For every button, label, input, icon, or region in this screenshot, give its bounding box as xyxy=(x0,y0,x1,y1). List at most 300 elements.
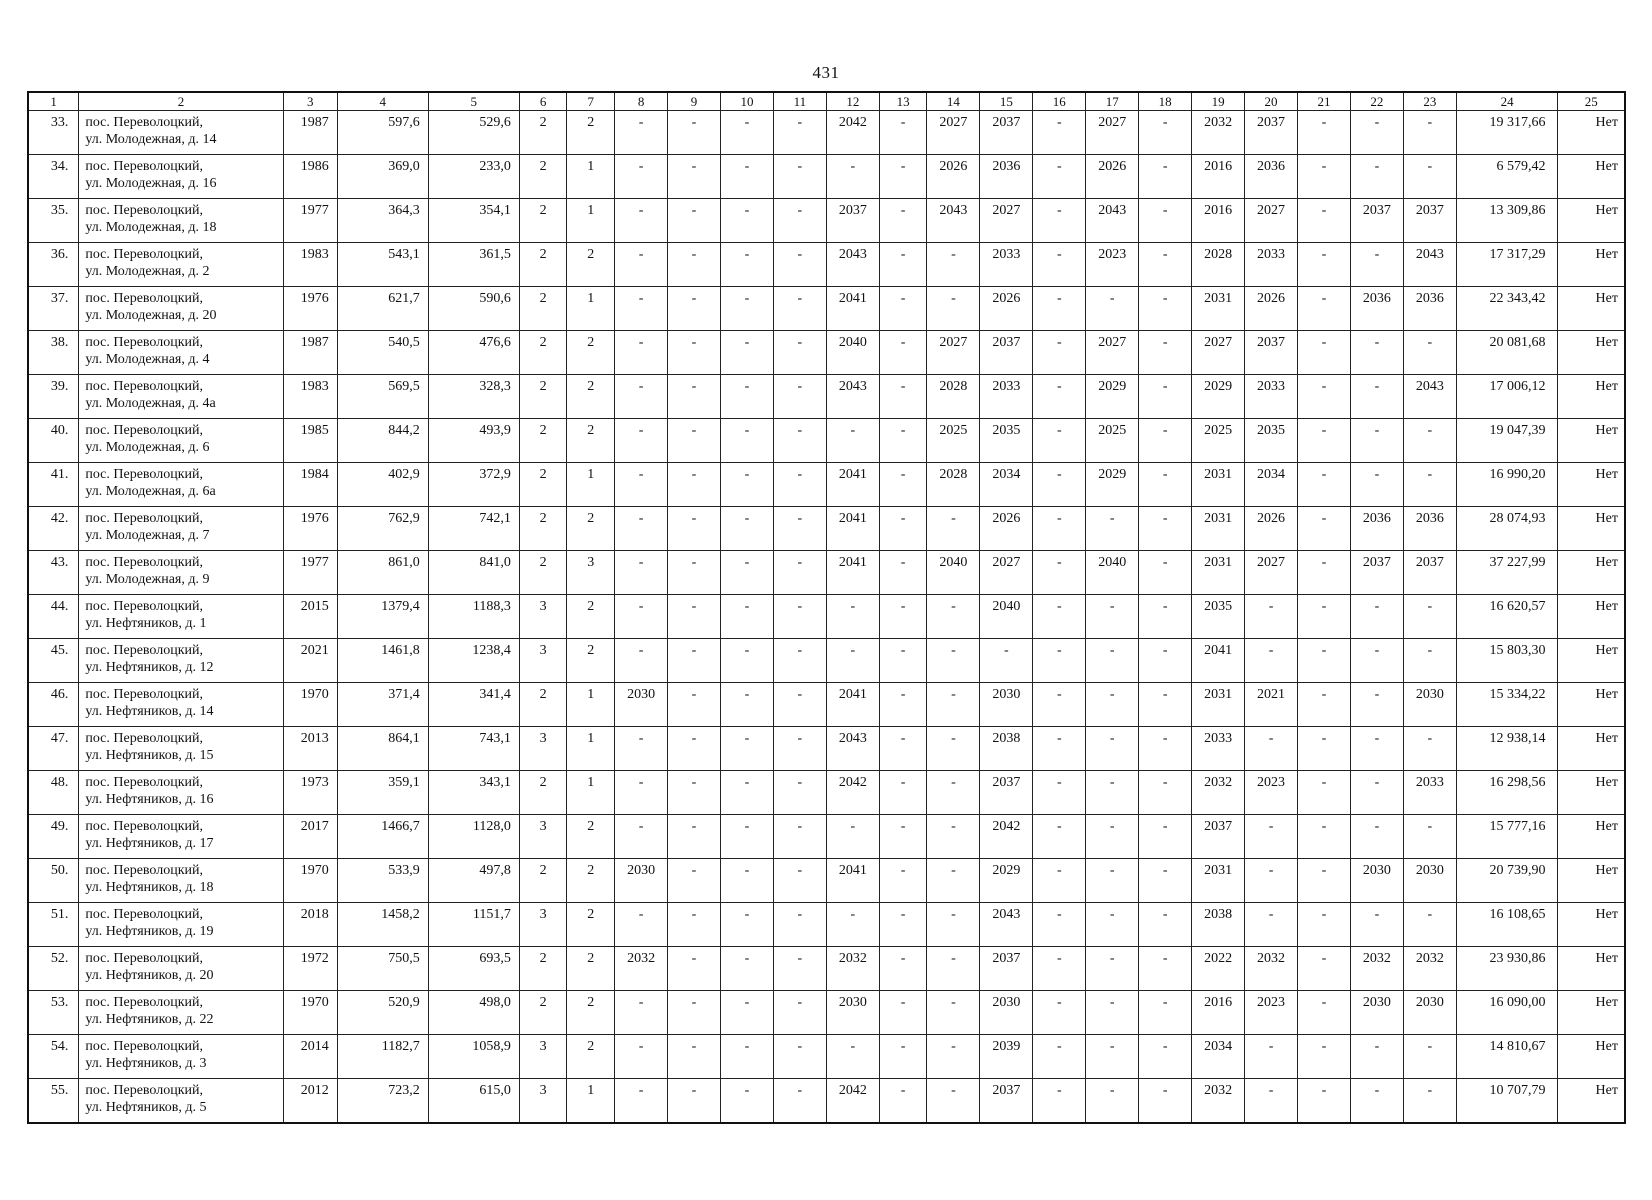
flag-cell: Нет xyxy=(1558,903,1625,947)
year-cell: 1986 xyxy=(283,155,337,199)
flag-cell: Нет xyxy=(1558,859,1625,903)
year-cell: 1983 xyxy=(283,375,337,419)
column-13-cell: - xyxy=(879,419,927,463)
address-line-street: ул. Молодежная, д. 4а xyxy=(85,396,216,411)
column-16-cell: - xyxy=(1033,903,1086,947)
column-20-cell: 2023 xyxy=(1245,991,1298,1035)
column-16-cell: - xyxy=(1033,419,1086,463)
column-23-cell: 2037 xyxy=(1403,199,1456,243)
column-7-cell: 2 xyxy=(567,903,615,947)
column-header-25: 25 xyxy=(1558,92,1625,111)
address-line-street: ул. Нефтяников, д. 1 xyxy=(85,616,207,631)
column-9-cell: - xyxy=(668,683,721,727)
column-10-cell: - xyxy=(720,903,773,947)
column-7-cell: 2 xyxy=(567,375,615,419)
column-22-cell: - xyxy=(1350,331,1403,375)
area-total-cell: 540,5 xyxy=(337,331,428,375)
column-20-cell: 2026 xyxy=(1245,507,1298,551)
address-line-street: ул. Нефтяников, д. 20 xyxy=(85,968,214,983)
row-number: 50. xyxy=(28,859,79,903)
address-line-street: ул. Молодежная, д. 7 xyxy=(85,528,210,543)
column-11-cell: - xyxy=(773,155,826,199)
column-11-cell: - xyxy=(773,507,826,551)
address-line-street: ул. Нефтяников, д. 12 xyxy=(85,660,214,675)
column-22-cell: 2036 xyxy=(1350,507,1403,551)
column-16-cell: - xyxy=(1033,595,1086,639)
column-9-cell: - xyxy=(668,903,721,947)
address-cell xyxy=(79,287,283,331)
column-11-cell: - xyxy=(773,771,826,815)
column-6-cell: 2 xyxy=(519,111,567,155)
column-16-cell: - xyxy=(1033,683,1086,727)
table-row xyxy=(28,771,1625,815)
table-row xyxy=(28,331,1625,375)
column-17-cell: 2023 xyxy=(1086,243,1139,287)
column-19-cell: 2041 xyxy=(1192,639,1245,683)
column-21-cell: - xyxy=(1298,815,1351,859)
cost-cell: 16 620,57 xyxy=(1456,595,1558,639)
column-18-cell: - xyxy=(1139,815,1192,859)
column-15-cell: - xyxy=(980,639,1033,683)
column-13-cell: - xyxy=(879,859,927,903)
column-19-cell: 2027 xyxy=(1192,331,1245,375)
column-10-cell: - xyxy=(720,111,773,155)
column-19-cell: 2029 xyxy=(1192,375,1245,419)
column-7-cell: 1 xyxy=(567,155,615,199)
column-18-cell: - xyxy=(1139,243,1192,287)
row-number: 48. xyxy=(28,771,79,815)
table-row xyxy=(28,727,1625,771)
address-line-settlement: пос. Переволоцкий, xyxy=(85,159,204,174)
column-23-cell: - xyxy=(1403,903,1456,947)
column-23-cell: 2036 xyxy=(1403,287,1456,331)
column-20-cell: 2026 xyxy=(1245,287,1298,331)
column-6-cell: 3 xyxy=(519,727,567,771)
address-cell xyxy=(79,419,283,463)
area-total-cell: 750,5 xyxy=(337,947,428,991)
column-20-cell: 2023 xyxy=(1245,771,1298,815)
column-12-cell: 2041 xyxy=(826,463,879,507)
column-11-cell: - xyxy=(773,727,826,771)
column-8-cell: - xyxy=(615,639,668,683)
column-21-cell: - xyxy=(1298,331,1351,375)
column-22-cell: - xyxy=(1350,815,1403,859)
column-21-cell: - xyxy=(1298,639,1351,683)
column-8-cell: - xyxy=(615,419,668,463)
column-11-cell: - xyxy=(773,111,826,155)
address-cell xyxy=(79,683,283,727)
address-cell xyxy=(79,771,283,815)
area-total-cell: 364,3 xyxy=(337,199,428,243)
column-18-cell: - xyxy=(1139,639,1192,683)
area-total-cell: 1182,7 xyxy=(337,1035,428,1079)
column-20-cell: 2037 xyxy=(1245,111,1298,155)
column-6-cell: 2 xyxy=(519,551,567,595)
address-line-street: ул. Нефтяников, д. 17 xyxy=(85,836,214,851)
column-18-cell: - xyxy=(1139,155,1192,199)
column-12-cell: - xyxy=(826,595,879,639)
column-12-cell: - xyxy=(826,419,879,463)
column-10-cell: - xyxy=(720,771,773,815)
area-total-cell: 520,9 xyxy=(337,991,428,1035)
column-17-cell: - xyxy=(1086,991,1139,1035)
column-14-cell: - xyxy=(927,1079,980,1123)
column-9-cell: - xyxy=(668,595,721,639)
column-9-cell: - xyxy=(668,463,721,507)
column-19-cell: 2034 xyxy=(1192,1035,1245,1079)
column-20-cell: - xyxy=(1245,859,1298,903)
row-number: 43. xyxy=(28,551,79,595)
column-9-cell: - xyxy=(668,419,721,463)
column-21-cell: - xyxy=(1298,1035,1351,1079)
column-9-cell: - xyxy=(668,1035,721,1079)
address-line-settlement: пос. Переволоцкий, xyxy=(85,775,204,790)
address-line-settlement: пос. Переволоцкий, xyxy=(85,115,204,130)
row-number: 36. xyxy=(28,243,79,287)
year-cell: 1977 xyxy=(283,551,337,595)
column-header-11: 11 xyxy=(773,92,826,111)
flag-cell: Нет xyxy=(1558,463,1625,507)
address-line-street: ул. Молодежная, д. 4 xyxy=(85,352,210,367)
column-9-cell: - xyxy=(668,243,721,287)
column-20-cell: 2021 xyxy=(1245,683,1298,727)
column-10-cell: - xyxy=(720,419,773,463)
column-15-cell: 2037 xyxy=(980,947,1033,991)
column-10-cell: - xyxy=(720,639,773,683)
cost-cell: 20 081,68 xyxy=(1456,331,1558,375)
column-14-cell: 2028 xyxy=(927,375,980,419)
column-6-cell: 2 xyxy=(519,463,567,507)
column-16-cell: - xyxy=(1033,859,1086,903)
column-13-cell: - xyxy=(879,331,927,375)
column-15-cell: 2038 xyxy=(980,727,1033,771)
column-23-cell: 2030 xyxy=(1403,683,1456,727)
column-22-cell: - xyxy=(1350,1079,1403,1123)
column-14-cell: - xyxy=(927,815,980,859)
column-7-cell: 2 xyxy=(567,111,615,155)
address-line-street: ул. Молодежная, д. 14 xyxy=(85,132,217,147)
column-8-cell: - xyxy=(615,287,668,331)
area-living-cell: 1058,9 xyxy=(428,1035,519,1079)
column-18-cell: - xyxy=(1139,1079,1192,1123)
column-22-cell: 2030 xyxy=(1350,991,1403,1035)
cost-cell: 23 930,86 xyxy=(1456,947,1558,991)
area-living-cell: 354,1 xyxy=(428,199,519,243)
column-11-cell: - xyxy=(773,243,826,287)
address-cell xyxy=(79,375,283,419)
column-13-cell: - xyxy=(879,639,927,683)
column-6-cell: 2 xyxy=(519,155,567,199)
address-line-settlement: пос. Переволоцкий, xyxy=(85,467,204,482)
column-7-cell: 1 xyxy=(567,771,615,815)
column-11-cell: - xyxy=(773,903,826,947)
column-16-cell: - xyxy=(1033,1035,1086,1079)
column-12-cell: 2040 xyxy=(826,331,879,375)
column-22-cell: - xyxy=(1350,419,1403,463)
column-header-17: 17 xyxy=(1086,92,1139,111)
column-21-cell: - xyxy=(1298,287,1351,331)
column-7-cell: 2 xyxy=(567,331,615,375)
address-line-street: ул. Молодежная, д. 9 xyxy=(85,572,210,587)
column-header-8: 8 xyxy=(615,92,668,111)
column-14-cell: - xyxy=(927,595,980,639)
column-6-cell: 2 xyxy=(519,243,567,287)
column-10-cell: - xyxy=(720,551,773,595)
table-body xyxy=(28,111,1625,1123)
address-line-street: ул. Молодежная, д. 16 xyxy=(85,176,217,191)
column-13-cell: - xyxy=(879,375,927,419)
column-8-cell: 2030 xyxy=(615,859,668,903)
address-line-street: ул. Нефтяников, д. 18 xyxy=(85,880,214,895)
column-7-cell: 1 xyxy=(567,1079,615,1123)
column-header-21: 21 xyxy=(1298,92,1351,111)
address-line-settlement: пос. Переволоцкий, xyxy=(85,247,204,262)
column-17-cell: - xyxy=(1086,859,1139,903)
address-line-settlement: пос. Переволоцкий, xyxy=(85,511,204,526)
column-18-cell: - xyxy=(1139,551,1192,595)
column-23-cell: 2032 xyxy=(1403,947,1456,991)
column-20-cell: 2036 xyxy=(1245,155,1298,199)
column-16-cell: - xyxy=(1033,507,1086,551)
column-10-cell: - xyxy=(720,815,773,859)
column-22-cell: 2037 xyxy=(1350,551,1403,595)
column-17-cell: 2029 xyxy=(1086,463,1139,507)
column-9-cell: - xyxy=(668,991,721,1035)
column-9-cell: - xyxy=(668,199,721,243)
year-cell: 2017 xyxy=(283,815,337,859)
column-10-cell: - xyxy=(720,859,773,903)
column-22-cell: - xyxy=(1350,595,1403,639)
column-6-cell: 3 xyxy=(519,639,567,683)
column-7-cell: 1 xyxy=(567,727,615,771)
column-13-cell: - xyxy=(879,815,927,859)
column-12-cell: 2043 xyxy=(826,727,879,771)
address-line-settlement: пос. Переволоцкий, xyxy=(85,335,204,350)
column-23-cell: - xyxy=(1403,111,1456,155)
column-9-cell: - xyxy=(668,551,721,595)
column-21-cell: - xyxy=(1298,859,1351,903)
column-7-cell: 3 xyxy=(567,551,615,595)
column-15-cell: 2030 xyxy=(980,683,1033,727)
column-16-cell: - xyxy=(1033,375,1086,419)
column-17-cell: 2027 xyxy=(1086,111,1139,155)
area-living-cell: 841,0 xyxy=(428,551,519,595)
year-cell: 1970 xyxy=(283,859,337,903)
cost-cell: 13 309,86 xyxy=(1456,199,1558,243)
column-12-cell: 2032 xyxy=(826,947,879,991)
column-17-cell: 2040 xyxy=(1086,551,1139,595)
column-10-cell: - xyxy=(720,683,773,727)
column-14-cell: 2027 xyxy=(927,331,980,375)
column-header-9: 9 xyxy=(668,92,721,111)
column-10-cell: - xyxy=(720,595,773,639)
column-13-cell: - xyxy=(879,111,927,155)
address-cell xyxy=(79,859,283,903)
area-living-cell: 1128,0 xyxy=(428,815,519,859)
row-number: 55. xyxy=(28,1079,79,1123)
column-12-cell: - xyxy=(826,639,879,683)
column-17-cell: - xyxy=(1086,287,1139,331)
column-7-cell: 1 xyxy=(567,683,615,727)
column-22-cell: 2030 xyxy=(1350,859,1403,903)
address-cell xyxy=(79,155,283,199)
column-header-20: 20 xyxy=(1245,92,1298,111)
column-18-cell: - xyxy=(1139,287,1192,331)
column-15-cell: 2037 xyxy=(980,331,1033,375)
column-19-cell: 2031 xyxy=(1192,859,1245,903)
flag-cell: Нет xyxy=(1558,1079,1625,1123)
flag-cell: Нет xyxy=(1558,507,1625,551)
row-number: 51. xyxy=(28,903,79,947)
column-8-cell: - xyxy=(615,1079,668,1123)
column-15-cell: 2029 xyxy=(980,859,1033,903)
year-cell: 1983 xyxy=(283,243,337,287)
column-13-cell: - xyxy=(879,1035,927,1079)
column-7-cell: 2 xyxy=(567,947,615,991)
column-20-cell: - xyxy=(1245,1079,1298,1123)
column-16-cell: - xyxy=(1033,111,1086,155)
year-cell: 2013 xyxy=(283,727,337,771)
column-20-cell: - xyxy=(1245,595,1298,639)
column-19-cell: 2031 xyxy=(1192,683,1245,727)
column-21-cell: - xyxy=(1298,991,1351,1035)
table-row xyxy=(28,551,1625,595)
cost-cell: 22 343,42 xyxy=(1456,287,1558,331)
row-number: 49. xyxy=(28,815,79,859)
column-14-cell: 2028 xyxy=(927,463,980,507)
column-6-cell: 3 xyxy=(519,1079,567,1123)
address-line-settlement: пос. Переволоцкий, xyxy=(85,379,204,394)
column-16-cell: - xyxy=(1033,991,1086,1035)
area-living-cell: 615,0 xyxy=(428,1079,519,1123)
column-11-cell: - xyxy=(773,551,826,595)
column-20-cell: - xyxy=(1245,727,1298,771)
page-number: 431 xyxy=(812,63,840,82)
column-19-cell: 2031 xyxy=(1192,551,1245,595)
column-17-cell: - xyxy=(1086,1035,1139,1079)
column-6-cell: 2 xyxy=(519,947,567,991)
column-21-cell: - xyxy=(1298,507,1351,551)
column-10-cell: - xyxy=(720,1035,773,1079)
column-header-24: 24 xyxy=(1456,92,1558,111)
area-living-cell: 590,6 xyxy=(428,287,519,331)
column-12-cell: 2041 xyxy=(826,287,879,331)
area-living-cell: 742,1 xyxy=(428,507,519,551)
column-23-cell: 2030 xyxy=(1403,991,1456,1035)
column-9-cell: - xyxy=(668,947,721,991)
address-line-street: ул. Нефтяников, д. 16 xyxy=(85,792,214,807)
column-11-cell: - xyxy=(773,639,826,683)
row-number: 37. xyxy=(28,287,79,331)
column-21-cell: - xyxy=(1298,727,1351,771)
column-10-cell: - xyxy=(720,375,773,419)
column-23-cell: - xyxy=(1403,463,1456,507)
cost-cell: 15 777,16 xyxy=(1456,815,1558,859)
column-8-cell: 2032 xyxy=(615,947,668,991)
column-11-cell: - xyxy=(773,815,826,859)
address-line-settlement: пос. Переволоцкий, xyxy=(85,907,204,922)
area-living-cell: 1188,3 xyxy=(428,595,519,639)
address-line-settlement: пос. Переволоцкий, xyxy=(85,643,204,658)
column-7-cell: 1 xyxy=(567,287,615,331)
flag-cell: Нет xyxy=(1558,111,1625,155)
address-cell xyxy=(79,595,283,639)
cost-cell: 17 317,29 xyxy=(1456,243,1558,287)
column-14-cell: 2026 xyxy=(927,155,980,199)
row-number: 39. xyxy=(28,375,79,419)
column-17-cell: - xyxy=(1086,683,1139,727)
column-9-cell: - xyxy=(668,639,721,683)
table-row xyxy=(28,243,1625,287)
column-12-cell: - xyxy=(826,1035,879,1079)
column-9-cell: - xyxy=(668,1079,721,1123)
column-header-1: 1 xyxy=(28,92,79,111)
column-20-cell: 2027 xyxy=(1245,551,1298,595)
column-15-cell: 2033 xyxy=(980,243,1033,287)
column-15-cell: 2027 xyxy=(980,551,1033,595)
flag-cell: Нет xyxy=(1558,243,1625,287)
address-cell xyxy=(79,111,283,155)
column-20-cell: - xyxy=(1245,903,1298,947)
column-15-cell: 2039 xyxy=(980,1035,1033,1079)
column-13-cell: - xyxy=(879,551,927,595)
area-living-cell: 493,9 xyxy=(428,419,519,463)
column-23-cell: 2043 xyxy=(1403,375,1456,419)
column-16-cell: - xyxy=(1033,947,1086,991)
column-13-cell: - xyxy=(879,771,927,815)
column-15-cell: 2027 xyxy=(980,199,1033,243)
cost-cell: 12 938,14 xyxy=(1456,727,1558,771)
area-living-cell: 743,1 xyxy=(428,727,519,771)
area-living-cell: 341,4 xyxy=(428,683,519,727)
area-total-cell: 402,9 xyxy=(337,463,428,507)
row-number: 35. xyxy=(28,199,79,243)
row-number: 52. xyxy=(28,947,79,991)
column-18-cell: - xyxy=(1139,947,1192,991)
column-22-cell: - xyxy=(1350,639,1403,683)
column-17-cell: 2025 xyxy=(1086,419,1139,463)
column-23-cell: 2043 xyxy=(1403,243,1456,287)
area-total-cell: 1379,4 xyxy=(337,595,428,639)
column-13-cell: - xyxy=(879,155,927,199)
column-23-cell: 2037 xyxy=(1403,551,1456,595)
table-row xyxy=(28,947,1625,991)
column-10-cell: - xyxy=(720,199,773,243)
area-living-cell: 361,5 xyxy=(428,243,519,287)
year-cell: 1972 xyxy=(283,947,337,991)
column-18-cell: - xyxy=(1139,859,1192,903)
column-18-cell: - xyxy=(1139,375,1192,419)
address-line-settlement: пос. Переволоцкий, xyxy=(85,203,204,218)
column-12-cell: 2041 xyxy=(826,859,879,903)
column-22-cell: - xyxy=(1350,375,1403,419)
cost-cell: 16 090,00 xyxy=(1456,991,1558,1035)
address-cell xyxy=(79,199,283,243)
area-living-cell: 233,0 xyxy=(428,155,519,199)
column-12-cell: 2043 xyxy=(826,243,879,287)
flag-cell: Нет xyxy=(1558,1035,1625,1079)
column-6-cell: 2 xyxy=(519,375,567,419)
address-line-settlement: пос. Переволоцкий, xyxy=(85,951,204,966)
row-number: 44. xyxy=(28,595,79,639)
area-living-cell: 328,3 xyxy=(428,375,519,419)
column-17-cell: 2029 xyxy=(1086,375,1139,419)
column-19-cell: 2035 xyxy=(1192,595,1245,639)
column-14-cell: 2043 xyxy=(927,199,980,243)
flag-cell: Нет xyxy=(1558,991,1625,1035)
column-7-cell: 2 xyxy=(567,639,615,683)
column-8-cell: - xyxy=(615,111,668,155)
